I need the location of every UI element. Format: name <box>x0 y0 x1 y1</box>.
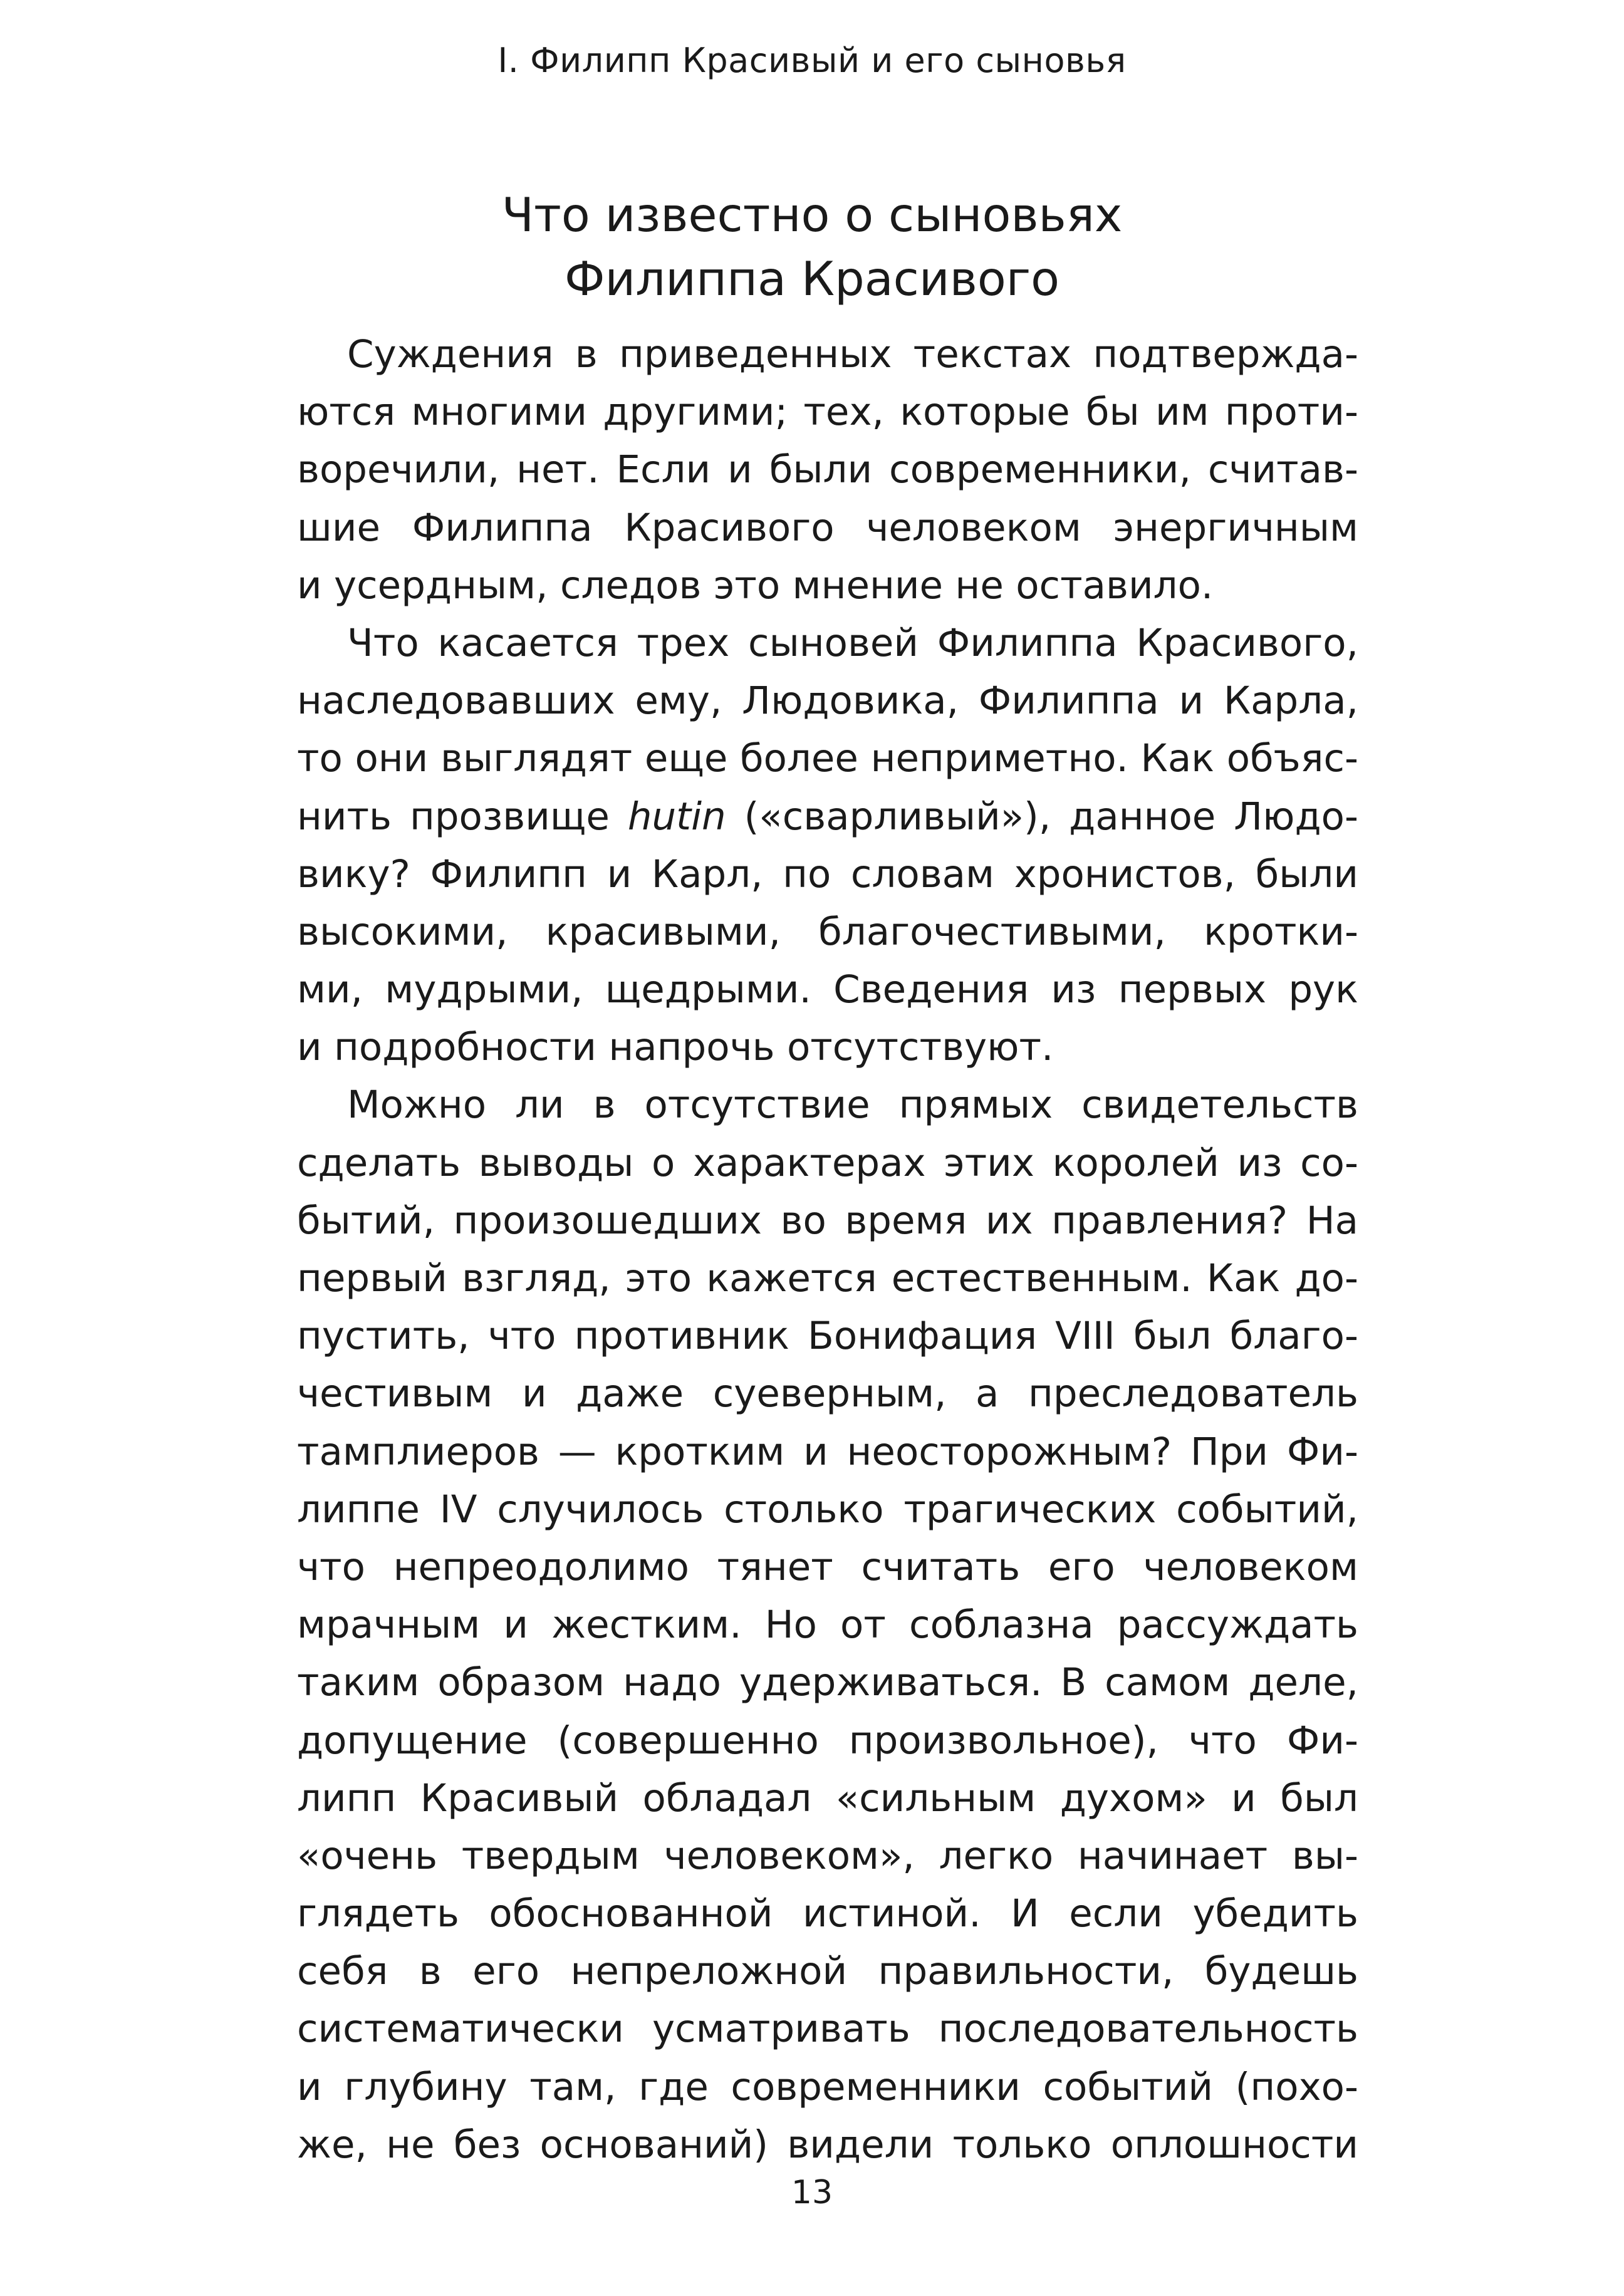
text-fragment: («сварливый»), данное Людо- <box>726 794 1358 839</box>
text-line: ются многими другими; тех, которые бы им проти- <box>297 390 1358 435</box>
text-line: бытий, произошедших во время их правления? На <box>297 1198 1358 1243</box>
text-fragment: нить прозвище <box>297 794 628 839</box>
text-line: допущение (совершенно произвольное), что Фи- <box>297 1718 1358 1763</box>
text-line: что непреодолимо тянет считать его человеком <box>297 1544 1358 1589</box>
text-line: мрачным и жестким. Но от соблазна рассуждать <box>297 1603 1358 1648</box>
text-line: воречили, нет. Если и были современники, считав- <box>297 447 1358 492</box>
text-line: первый взгляд, это кажется естественным. Как до- <box>297 1256 1358 1301</box>
text-line: «очень твердым человеком», легко начинает вы- <box>297 1833 1358 1878</box>
text-line: тамплиеров — кротким и неосторожным? При Фи- <box>297 1429 1358 1474</box>
text-line: и усердным, следов это мнение не оставило. <box>297 563 1214 608</box>
text-line: Можно ли в отсутствие прямых свидетельств <box>347 1083 1358 1128</box>
text-line: пустить, что противник Бонифация VIII был благо- <box>297 1314 1358 1359</box>
text-line-with-italic <box>297 788 1358 846</box>
text-line: сделать выводы о характерах этих королей из со- <box>297 1140 1358 1185</box>
text-line: наследовавших ему, Людовика, Филиппа и Карла, <box>297 678 1358 724</box>
chapter-title-line: Филиппа Красивого <box>564 251 1060 306</box>
text-line: глядеть обоснованной истиной. И если убедить <box>297 1891 1358 1936</box>
text-line: же, не без оснований) видели только оплошности <box>297 2122 1358 2167</box>
text-line: систематически усматривать последовательность <box>297 2007 1358 2052</box>
text-line: ми, мудрыми, щедрыми. Сведения из первых рук <box>297 967 1358 1012</box>
running-head: I. Филипп Красивый и его сыновья <box>497 41 1127 80</box>
paragraph <box>297 1076 1358 2174</box>
chapter-title-line: Что известно о сыновьях <box>501 187 1123 242</box>
chapter-title <box>0 183 1624 311</box>
italic-term: hutin <box>627 794 726 839</box>
text-line: высокими, красивыми, благочестивыми, кротки- <box>297 909 1358 954</box>
text-line: и подробности напрочь отсутствуют. <box>297 1025 1054 1070</box>
text-line: липпе IV случилось столько трагических событий, <box>297 1487 1358 1532</box>
body-text <box>297 326 1358 2174</box>
text-line: вику? Филипп и Карл, по словам хронистов, были <box>297 851 1358 896</box>
text-line: себя в его непреложной правильности, будешь <box>297 1949 1358 1994</box>
text-line: честивым и даже суеверным, а преследователь <box>297 1371 1358 1416</box>
text-line: Что касается трех сыновей Филиппа Красивого, <box>347 620 1358 665</box>
text-line: и глубину там, где современники событий (похо- <box>297 2064 1358 2109</box>
text-line: шие Филиппа Красивого человеком энергичным <box>297 505 1358 550</box>
paragraph <box>297 326 1358 615</box>
paragraph <box>297 615 1358 1077</box>
text-line: таким образом надо удерживаться. В самом деле, <box>297 1660 1358 1705</box>
text-line: Суждения в приведенных текстах подтвержда- <box>347 332 1358 377</box>
page-number: 13 <box>791 2174 833 2211</box>
text-line: липп Красивый обладал «сильным духом» и был <box>297 1775 1358 1821</box>
text-line: то они выглядят еще более неприметно. Как объяс- <box>297 736 1358 781</box>
